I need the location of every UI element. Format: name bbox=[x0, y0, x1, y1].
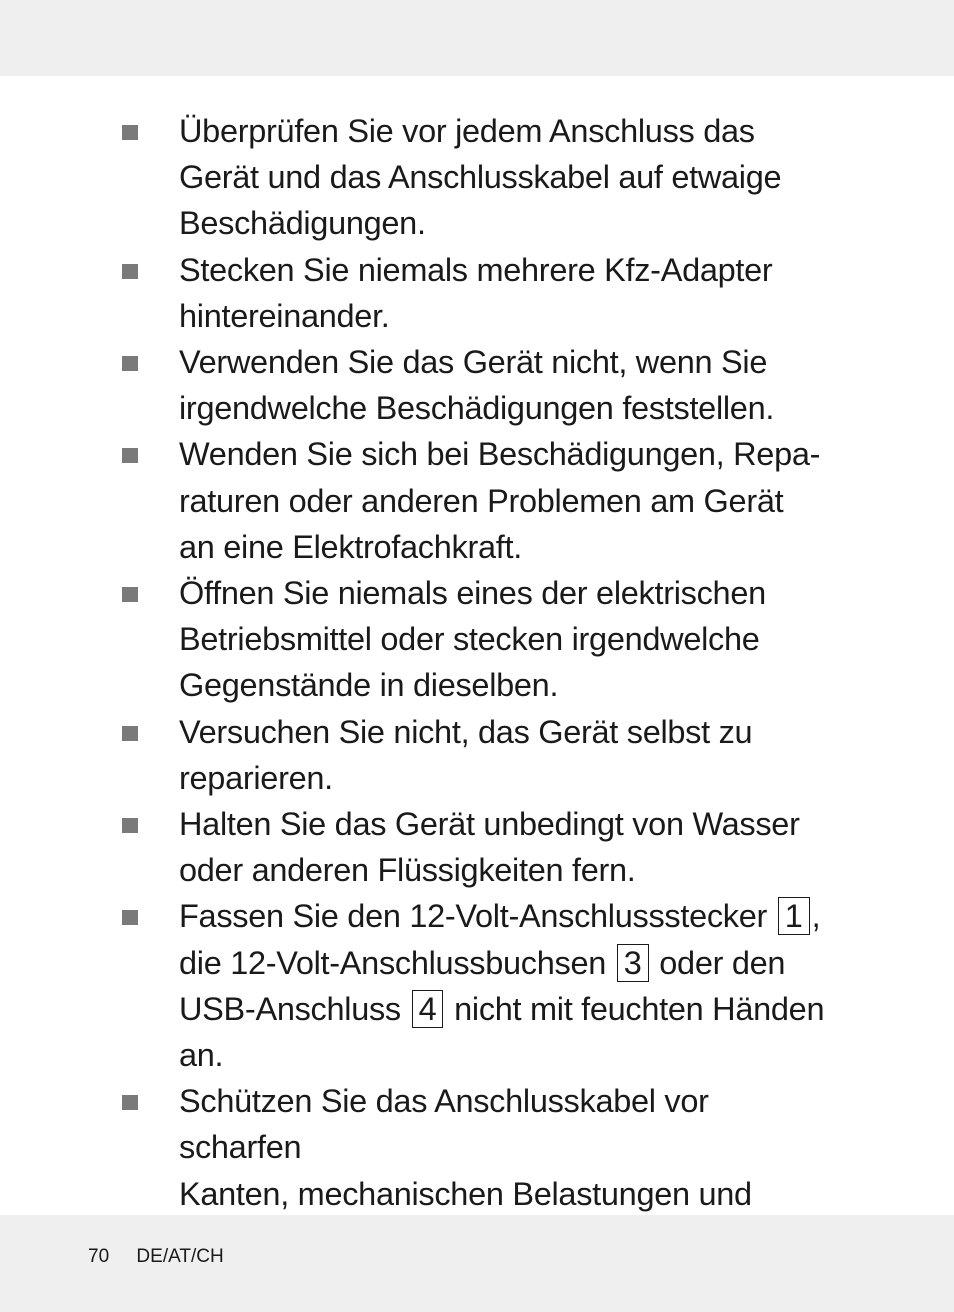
page-number: 70 bbox=[88, 1246, 110, 1267]
page-footer bbox=[88, 1246, 224, 1268]
text-fragment: , bbox=[811, 898, 821, 935]
square-bullet-icon bbox=[122, 356, 138, 371]
list-item-text: Schützen Sie das Anschlusskabel vor scharfen Kanten, mechanischen Belastungen und bbox=[179, 1083, 752, 1212]
list-item-text: Überprüfen Sie vor jedem Anschluss das Gerät und das Anschlusskabel auf etwaige Beschädigungen. bbox=[179, 113, 782, 242]
list-item bbox=[0, 247, 839, 339]
part-reference-box: 1 bbox=[778, 897, 810, 935]
square-bullet-icon bbox=[122, 125, 138, 140]
list-item-text: Stecken Sie niemals mehrere Kfz-Adapter hintereinander. bbox=[179, 251, 773, 334]
list-item bbox=[0, 108, 839, 247]
square-bullet-icon bbox=[122, 448, 138, 463]
list-item-text: Verwenden Sie das Gerät nicht, wenn Sie irgendwelche Beschädigungen feststellen. bbox=[179, 344, 775, 427]
list-item bbox=[0, 339, 839, 431]
list-item bbox=[0, 709, 839, 801]
list-item-text bbox=[179, 893, 839, 1078]
list-item bbox=[0, 801, 839, 893]
square-bullet-icon bbox=[122, 818, 138, 833]
square-bullet-icon bbox=[122, 910, 138, 925]
square-bullet-icon bbox=[122, 1095, 138, 1110]
list-item-text: Halten Sie das Gerät unbedingt von Wasser oder anderen Flüssigkeiten fern. bbox=[179, 806, 800, 889]
list-item bbox=[0, 893, 839, 1078]
list-item-text: Versuchen Sie nicht, das Gerät selbst zu reparieren. bbox=[179, 713, 753, 796]
list-item-text: Wenden Sie sich bei Beschädigungen, Repa- raturen oder anderen Problemen am Gerät an eine Elektrofachkraft. bbox=[179, 436, 821, 565]
square-bullet-icon bbox=[122, 587, 138, 602]
square-bullet-icon bbox=[122, 264, 138, 279]
text-fragment: oder den bbox=[659, 944, 786, 981]
text-fragment: nicht mit feuchten Händen an. bbox=[179, 990, 825, 1074]
part-reference-box: 3 bbox=[617, 944, 649, 982]
list-item-text: Öffnen Sie niemals eines der elektrischen Betriebsmittel oder stecken irgendwelche Gegenstände in dieselben. bbox=[179, 575, 766, 704]
part-reference-box: 4 bbox=[412, 990, 444, 1028]
locale-label: DE/AT/CH bbox=[136, 1246, 224, 1267]
square-bullet-icon bbox=[122, 726, 138, 741]
text-fragment: die 12-Volt-Anschlussbuchsen bbox=[179, 944, 607, 981]
text-fragment: Fassen Sie den 12-Volt-Anschlussstecker bbox=[179, 898, 768, 935]
text-fragment: USB-Anschluss bbox=[179, 990, 401, 1027]
list-item bbox=[0, 431, 839, 570]
header-band bbox=[0, 0, 954, 76]
list-item bbox=[0, 570, 839, 709]
safety-instructions-list bbox=[0, 108, 954, 1309]
